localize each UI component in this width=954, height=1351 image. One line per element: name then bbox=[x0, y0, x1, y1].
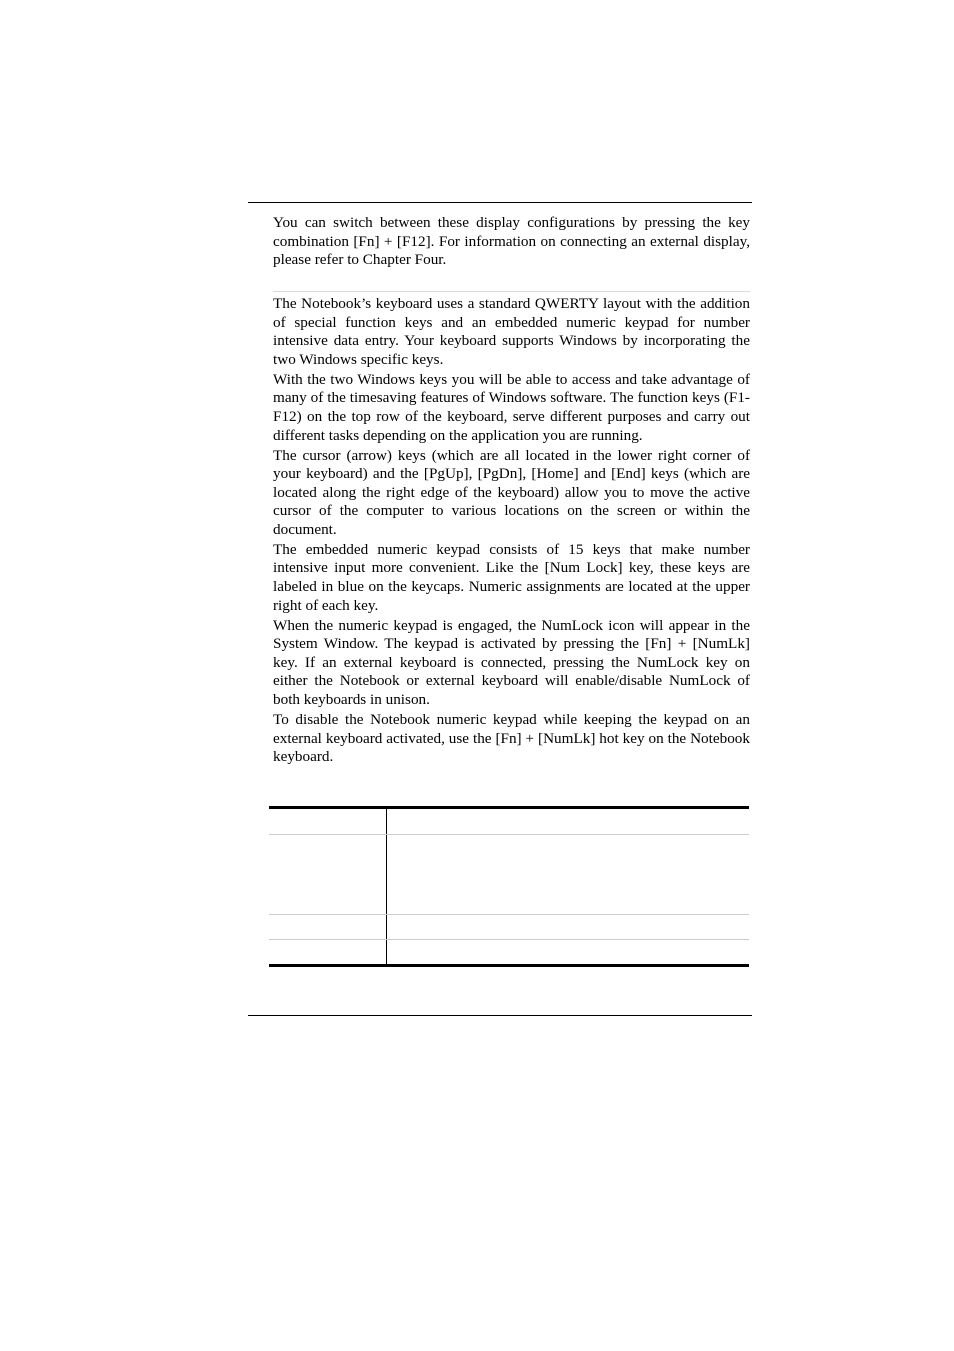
table-cell-key bbox=[269, 915, 387, 940]
header-rule bbox=[248, 202, 752, 203]
table-row bbox=[269, 940, 749, 966]
hotkey-table bbox=[269, 806, 749, 967]
table-cell-description bbox=[387, 915, 750, 940]
section-divider bbox=[273, 291, 750, 292]
keyboard-paragraph-2: With the two Windows keys you will be able to access and take advantage of many of the timesaving features of Windows software. The function keys (F1-F12) on the top row of the keyboard, serve different purposes and carry out different tasks depending on the application you are running. bbox=[273, 370, 750, 444]
keyboard-paragraph-4: The embedded numeric keypad consists of 15 keys that make number intensive input more convenient. Like the [Num Lock] key, these keys are labeled in blue on the keycaps. Numeric assignments are located at the upper right of each key. bbox=[273, 540, 750, 614]
footer-rule bbox=[248, 1015, 752, 1016]
table-cell-description bbox=[387, 835, 750, 915]
table-row bbox=[269, 915, 749, 940]
table-row bbox=[269, 808, 749, 835]
keyboard-section bbox=[273, 295, 750, 768]
keyboard-paragraph-6: To disable the Notebook numeric keypad while keeping the keypad on an external keyboard activated, use the [Fn] + [NumLk] hot key on the Notebook keyboard. bbox=[273, 711, 750, 766]
keyboard-paragraph-5: When the numeric keypad is engaged, the NumLock icon will appear in the System Window. The keypad is activated by pressing the [Fn] + [NumLk] key. If an external keyboard is connected, pressing the NumLock key on either the Notebook or external keyboard will enable/disable NumLock of both keyboards in unison. bbox=[273, 616, 750, 709]
table-cell-description bbox=[387, 940, 750, 966]
intro-paragraph: You can switch between these display configurations by pressing the key combination [Fn] + [F12]. For information on connecting an external display, please refer to Chapter Four. bbox=[273, 214, 750, 269]
table-cell-key bbox=[269, 835, 387, 915]
display-switch-section bbox=[273, 214, 750, 271]
keyboard-paragraph-1: The Notebook’s keyboard uses a standard QWERTY layout with the addition of special function keys and an embedded numeric keypad for number intensive data entry. Your keyboard supports Windows by incorporating the two Windows specific keys. bbox=[273, 295, 750, 368]
table-row bbox=[269, 835, 749, 915]
table-cell-description bbox=[387, 808, 750, 835]
table-cell-key bbox=[269, 808, 387, 835]
keyboard-paragraph-3: The cursor (arrow) keys (which are all located in the lower right corner of your keyboard) and the [PgUp], [PgDn], [Home] and [End] keys (which are located along the right edge of the keyboard) allow you to move the active cursor of the computer to various locations on the screen or within the document. bbox=[273, 446, 750, 538]
table-cell-key bbox=[269, 940, 387, 966]
